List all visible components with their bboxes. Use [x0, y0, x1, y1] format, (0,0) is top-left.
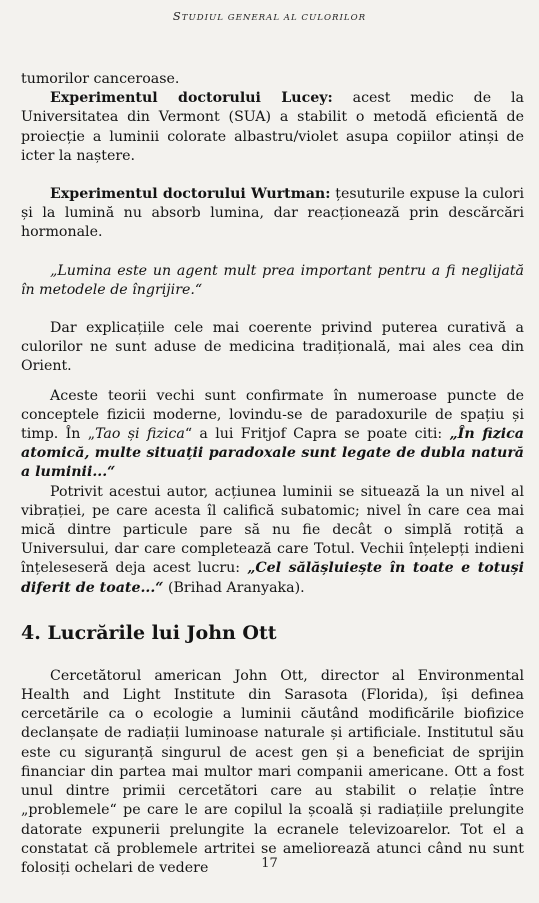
page-body [21, 70, 524, 878]
capra-quote: „În fizica atomică, multe situații paradoxale sunt legate de dubla natură a luminii...“ [21, 426, 524, 481]
capra-text-a: Aceste teorii vechi sunt confirmate în numeroase puncte de conceptele fizicii moderne, lovindu-se de paradoxurile de spațiu și timp. În „ [21, 387, 524, 443]
section-heading: 4. Lucrările lui John Ott [21, 621, 277, 644]
running-header-text: TUDIUL GENERAL AL CULORILOR [181, 13, 367, 23]
paragraph-lucey [21, 89, 524, 166]
paragraph-capra [21, 387, 524, 483]
paragraph-vibration [21, 483, 524, 598]
vibration-text-a: Potrivit acestui autor, acțiunea luminii se situează la un nivel al vibrației, pe care acesta îl califică subatomic; nivel în care cea mai mică dintre particule pare să nu fie decât o simplă rotiță a Universului, dar care completează care Totul. Vechii înțelepți indieni înțeleseseră deja acest lucru: [21, 483, 524, 577]
paragraph-ott: Cercetătorul american John Ott, director al Environmental Health and Light Institute din Sarasota (Florida), își definea cercetările ca o ecologie a luminii căutând modificările biofizice declanșate de radiații luminoase naturale și artificiale. Institutul său este cu siguranță singurul de acest gen și a beneficiat de sprijin financiar din partea mai multor mari companii americane. Ott a fost unul dintre primii cercetători care au stabilit o relație între „problemele“ pe care le are copilul la școală și radiațiile prelungite datorate expunerii prelungite la ecranele televizoarelor. Tot el a constatat că problemele artritei se ameliorează atunci când nu sunt folosiți ochelari de vedere [21, 667, 524, 876]
lucey-heading: Experimentul doctorului Lucey: [50, 90, 333, 107]
vibration-quote: „Cel sălășluiește în toate e totuși diferit de toate...“ [21, 560, 524, 596]
paragraph-orient: Dar explicațiile cele mai coerente privind puterea curativă a culorilor ne sunt aduse de medicina tradițională, mai ales cea din Orient. [21, 320, 524, 375]
paragraph-wurtman [21, 185, 524, 243]
paragraph-continuation: tumorilor canceroase. [21, 71, 180, 87]
page-number: 17 [261, 856, 278, 871]
capra-book-title: Tao și fizica [95, 426, 185, 443]
lucey-text: acest medic de la Universitatea din Vermont (SUA) a stabilit o metodă eficientă de proiecție a luminii colorate albastru/violet asupa copiilor atinși de icter la naștere. [21, 90, 524, 164]
wurtman-text: țesuturile expuse la culori și la lumină nu absorb lumina, dar reacționează prin descărcări hormonale. [21, 186, 524, 241]
running-header [0, 9, 539, 25]
quote-paragraph: „Lumina este un agent mult prea important pentru a fi neglijată în metodele de îngrijire.“ [21, 262, 524, 298]
wurtman-heading: Experimentul doctorului Wurtman: [50, 186, 331, 203]
vibration-text-b: (Brihad Aranyaka). [163, 579, 305, 596]
capra-text-b: “ a lui Fritjof Capra se poate citi: [184, 426, 450, 443]
running-header-initial: S [172, 9, 182, 23]
